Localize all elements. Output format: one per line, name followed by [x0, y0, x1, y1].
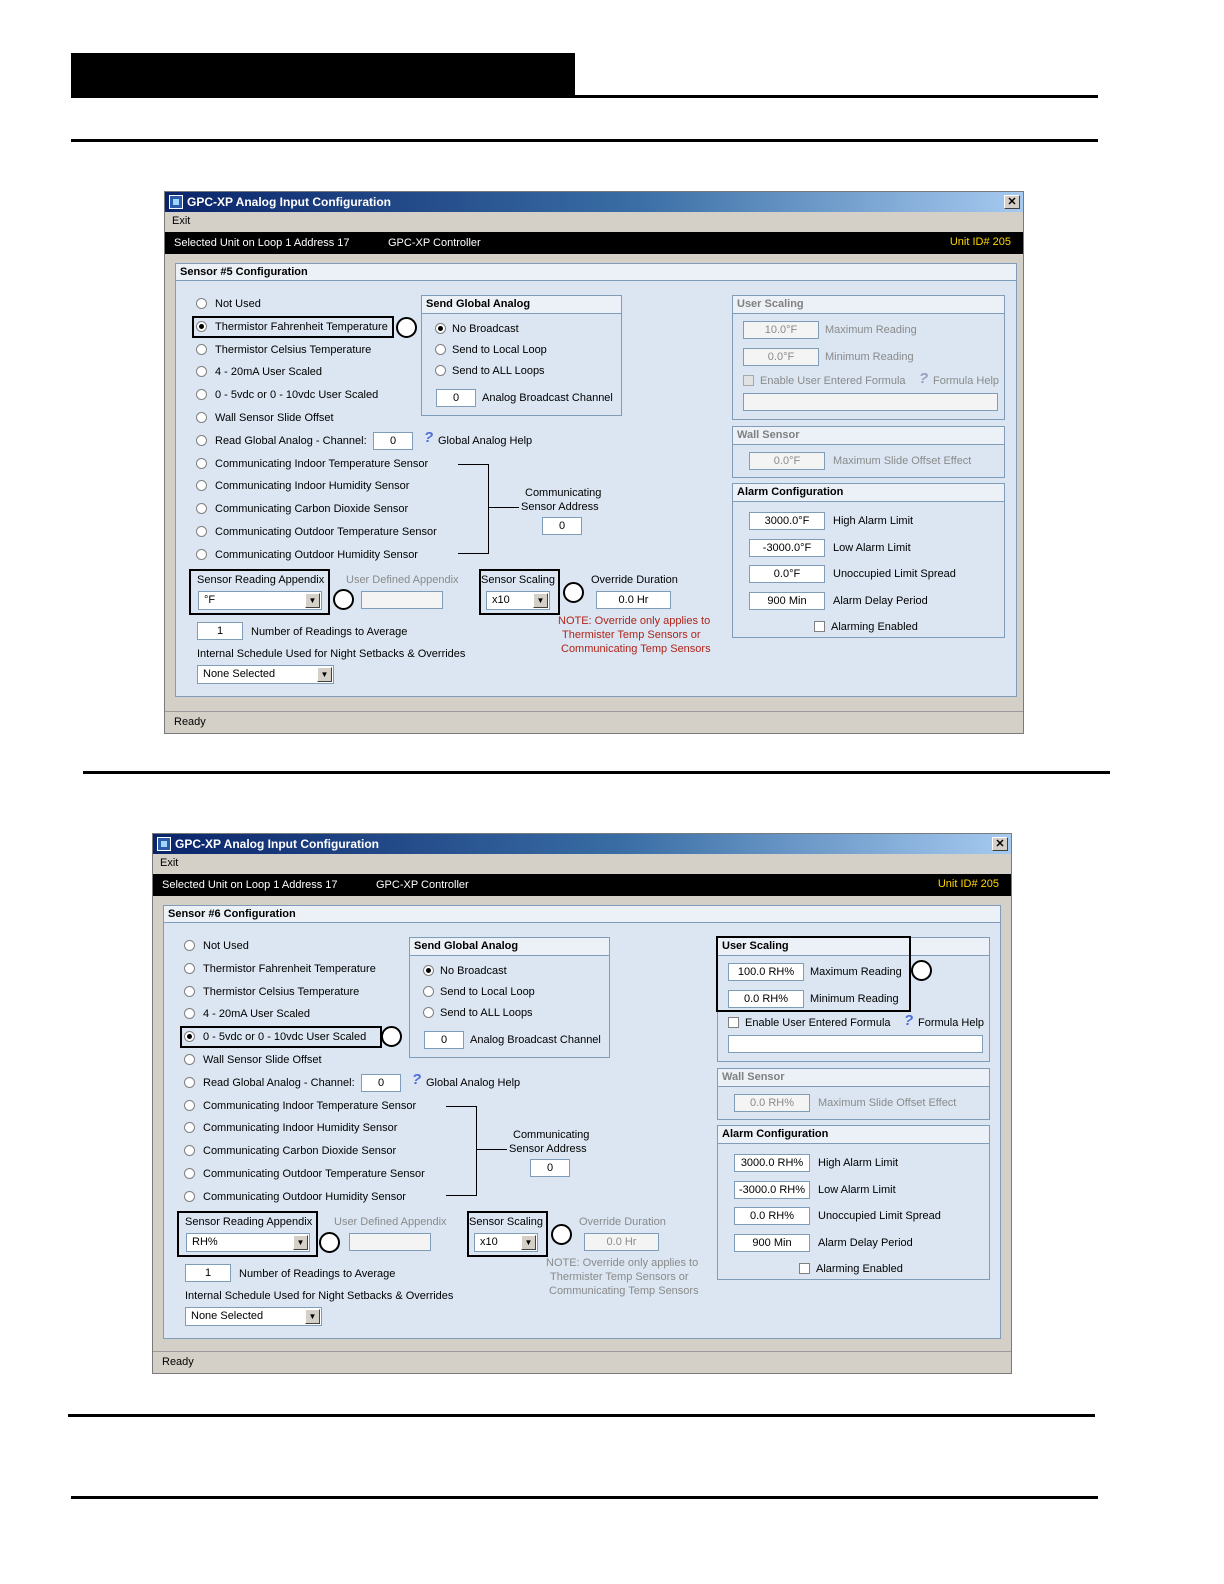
override-label: Override Duration — [579, 1216, 666, 1228]
low-alarm-input[interactable]: -3000.0 RH% — [734, 1181, 810, 1199]
sensor-type-radio[interactable] — [196, 435, 207, 446]
sensor-type-label: Read Global Analog - Channel: — [215, 435, 367, 447]
alarming-enabled-checkbox[interactable] — [799, 1263, 810, 1274]
unit-info-bar — [153, 874, 1011, 896]
low-alarm-label: Low Alarm Limit — [818, 1184, 896, 1196]
divider-rule — [71, 139, 1098, 142]
max-reading-input[interactable]: 100.0 RH% — [728, 963, 804, 981]
alarm-config-title: Alarm Configuration — [718, 1126, 989, 1144]
callout-marker — [911, 960, 932, 981]
sensor-type-label: Communicating Indoor Temperature Sensor — [215, 458, 429, 470]
help-icon[interactable]: ? — [919, 370, 929, 387]
user-appendix-label: User Defined Appendix — [334, 1216, 447, 1228]
sensor-type-radio[interactable] — [196, 458, 207, 469]
broadcast-channel-input[interactable]: 0 — [436, 389, 476, 407]
status-bar — [153, 1351, 1011, 1373]
sensor-type-label: Communicating Indoor Humidity Sensor — [203, 1122, 398, 1134]
callout-marker — [563, 582, 584, 603]
formula-help-link[interactable]: Formula Help — [933, 375, 1000, 387]
send-global-title: Send Global Analog — [410, 938, 609, 956]
callout-marker — [381, 1026, 402, 1047]
alarm-delay-label: Alarm Delay Period — [833, 595, 928, 607]
sensor-type-label: Communicating Outdoor Humidity Sensor — [203, 1191, 406, 1203]
scaling-label: Sensor Scaling — [481, 574, 555, 586]
title-bar — [165, 192, 1023, 212]
sensor-type-label: 4 - 20mA User Scaled — [203, 1008, 310, 1020]
broadcast-channel-input[interactable]: 0 — [424, 1031, 464, 1049]
broadcast-channel-label: Analog Broadcast Channel — [482, 392, 613, 404]
menu-bar — [153, 854, 1011, 874]
schedule-select[interactable] — [185, 1307, 322, 1326]
highlight-box — [716, 936, 911, 1012]
schedule-label: Internal Schedule Used for Night Setbacks & Overrides — [197, 648, 466, 660]
sensor-type-radio[interactable] — [196, 549, 207, 560]
callout-marker — [333, 589, 354, 610]
sensor-type-radio[interactable] — [196, 344, 207, 355]
max-reading-label: Maximum Reading — [810, 966, 902, 978]
slide-offset-label: Maximum Slide Offset Effect — [833, 455, 972, 467]
title-bar — [153, 834, 1011, 854]
override-input[interactable]: 0.0 Hr — [584, 1233, 659, 1251]
close-icon[interactable]: ✕ — [1004, 195, 1020, 209]
section-title: Sensor #6 Configuration — [164, 906, 1000, 923]
formula-input[interactable] — [743, 393, 998, 411]
sensor-type-radio[interactable] — [184, 1168, 195, 1179]
send-global-group — [409, 937, 610, 1058]
alarming-enabled-checkbox[interactable] — [814, 621, 825, 632]
slide-offset-input[interactable]: 0.0°F — [749, 452, 825, 470]
sensor-type-label: Communicating Outdoor Humidity Sensor — [215, 549, 418, 561]
wall-sensor-title: Wall Sensor — [718, 1069, 989, 1087]
override-label: Override Duration — [591, 574, 678, 586]
bracket-connector — [489, 507, 519, 508]
sensor-type-label: Communicating Carbon Dioxide Sensor — [203, 1145, 397, 1157]
slide-offset-label: Maximum Slide Offset Effect — [818, 1097, 957, 1109]
global-analog-help-link[interactable]: Global Analog Help — [426, 1077, 521, 1089]
sensor-type-label: 4 - 20mA User Scaled — [215, 366, 322, 378]
sensor-type-radio[interactable] — [184, 1100, 195, 1111]
sensor-type-label: 0 - 5vdc or 0 - 10vdc User Scaled — [215, 389, 379, 401]
unit-id-label: Unit ID# 205 — [949, 236, 1011, 248]
wall-sensor-group — [732, 426, 1005, 478]
min-reading-input[interactable]: 0.0°F — [743, 348, 819, 366]
broadcast-radio[interactable] — [435, 365, 446, 376]
schedule-label: Internal Schedule Used for Night Setbacks & Overrides — [185, 1290, 454, 1302]
alarm-delay-input[interactable]: 900 Min — [734, 1234, 810, 1252]
comm-sensor-bracket — [446, 1106, 477, 1196]
scaling-value: x10 — [492, 594, 510, 606]
formula-checkbox[interactable] — [743, 375, 754, 386]
sensor-type-radio[interactable] — [184, 940, 195, 951]
readings-avg-input[interactable]: 1 — [185, 1264, 231, 1282]
sensor-type-label: Wall Sensor Slide Offset — [215, 412, 334, 424]
slide-offset-input[interactable]: 0.0 RH% — [734, 1094, 810, 1112]
alarm-delay-label: Alarm Delay Period — [818, 1237, 913, 1249]
chevron-down-icon[interactable]: ▼ — [293, 1235, 308, 1250]
controller-label: GPC-XP Controller — [376, 879, 469, 891]
broadcast-label: Send to ALL Loops — [440, 1007, 533, 1019]
sensor-type-radio[interactable] — [196, 298, 207, 309]
selected-unit-label: Selected Unit on Loop 1 Address 17 — [174, 237, 350, 249]
formula-checkbox[interactable] — [728, 1017, 739, 1028]
window-title: GPC-XP Analog Input Configuration — [175, 837, 379, 851]
config-window — [164, 191, 1024, 734]
sensor-type-radio[interactable] — [184, 1054, 195, 1065]
comm-address-label: Communicating — [513, 1129, 590, 1141]
unoccupied-spread-label: Unoccupied Limit Spread — [818, 1210, 941, 1222]
selected-unit-label: Selected Unit on Loop 1 Address 17 — [162, 879, 338, 891]
send-global-group — [421, 295, 622, 416]
alarm-config-group — [717, 1125, 990, 1280]
divider-rule — [68, 1414, 1095, 1417]
bracket-connector — [477, 1149, 507, 1150]
user-appendix-input[interactable] — [361, 591, 443, 609]
formula-input[interactable] — [728, 1035, 983, 1053]
override-note: Communicating Temp Sensors — [549, 1285, 699, 1297]
appendix-value: °F — [204, 594, 216, 606]
divider-rule — [83, 771, 1110, 774]
alarm-delay-input[interactable]: 900 Min — [749, 592, 825, 610]
app-icon — [169, 195, 183, 209]
readings-avg-label: Number of Readings to Average — [239, 1268, 396, 1280]
callout-marker — [396, 317, 417, 338]
max-reading-label: Maximum Reading — [825, 324, 917, 336]
chevron-down-icon[interactable]: ▼ — [521, 1235, 536, 1250]
help-icon[interactable]: ? — [412, 1071, 422, 1088]
menu-exit[interactable]: Exit — [160, 857, 179, 869]
chevron-down-icon[interactable]: ▼ — [305, 1309, 320, 1324]
sensor-type-radio[interactable] — [184, 1077, 195, 1088]
comm-address-input[interactable]: 0 — [542, 517, 582, 535]
broadcast-radio[interactable] — [423, 965, 434, 976]
highlight-box — [180, 1026, 382, 1048]
sensor-type-radio[interactable] — [184, 1145, 195, 1156]
sensor-type-radio[interactable] — [184, 1191, 195, 1202]
override-note: NOTE: Override only applies to — [558, 615, 711, 627]
sensor-type-label: Communicating Outdoor Temperature Sensor — [203, 1168, 425, 1180]
override-note: NOTE: Override only applies to — [546, 1257, 699, 1269]
sensor-type-label: Thermistor Celsius Temperature — [215, 344, 372, 356]
high-alarm-input[interactable]: 3000.0°F — [749, 512, 825, 530]
comm-sensor-bracket — [458, 464, 489, 554]
unoccupied-spread-label: Unoccupied Limit Spread — [833, 568, 956, 580]
min-reading-label: Minimum Reading — [810, 993, 899, 1005]
global-channel-input[interactable]: 0 — [373, 432, 413, 450]
appendix-label: Sensor Reading Appendix — [185, 1216, 313, 1228]
status-bar — [165, 711, 1023, 733]
sensor-type-radio[interactable] — [196, 389, 207, 400]
chevron-down-icon[interactable]: ▼ — [305, 593, 320, 608]
highlight-box — [192, 316, 394, 338]
sensor-type-label: Thermistor Fahrenheit Temperature — [203, 963, 376, 975]
menu-bar — [165, 212, 1023, 232]
status-text: Ready — [174, 716, 206, 728]
global-analog-help-link[interactable]: Global Analog Help — [438, 435, 533, 447]
unoccupied-spread-input[interactable]: 0.0°F — [749, 565, 825, 583]
broadcast-radio[interactable] — [435, 344, 446, 355]
alarm-config-title: Alarm Configuration — [733, 484, 1004, 502]
sensor-type-radio[interactable] — [196, 526, 207, 537]
formula-help-link[interactable]: Formula Help — [918, 1017, 985, 1029]
low-alarm-label: Low Alarm Limit — [833, 542, 911, 554]
callout-marker — [551, 1224, 572, 1245]
schedule-value: None Selected — [203, 668, 276, 680]
sensor-type-label: Read Global Analog - Channel: — [203, 1077, 355, 1089]
sensor-type-label: Thermistor Fahrenheit Temperature — [215, 321, 388, 333]
sensor-type-label: Wall Sensor Slide Offset — [203, 1054, 322, 1066]
comm-address-label: Sensor Address — [521, 501, 599, 513]
readings-avg-input[interactable]: 1 — [197, 622, 243, 640]
chevron-down-icon[interactable]: ▼ — [317, 667, 332, 682]
sensor-type-label: Not Used — [203, 940, 249, 952]
send-global-title: Send Global Analog — [422, 296, 621, 314]
sensor-type-label: Communicating Indoor Temperature Sensor — [203, 1100, 417, 1112]
sensor-type-label: Not Used — [215, 298, 261, 310]
wall-sensor-group — [717, 1068, 990, 1120]
section-title: Sensor #5 Configuration — [176, 264, 1016, 281]
sensor-type-radio[interactable] — [184, 986, 195, 997]
app-icon — [157, 837, 171, 851]
page-header-bar — [71, 53, 575, 98]
low-alarm-input[interactable]: -3000.0°F — [749, 539, 825, 557]
status-text: Ready — [162, 1356, 194, 1368]
highlight-box — [189, 569, 330, 615]
override-note: Communicating Temp Sensors — [561, 643, 711, 655]
alarm-config-group — [732, 483, 1005, 638]
highlight-box — [467, 1211, 548, 1257]
chevron-down-icon[interactable]: ▼ — [533, 593, 548, 608]
window-title: GPC-XP Analog Input Configuration — [187, 195, 391, 209]
sensor-type-label: Communicating Outdoor Temperature Sensor — [215, 526, 437, 538]
broadcast-label: Send to ALL Loops — [452, 365, 545, 377]
scaling-label: Sensor Scaling — [469, 1216, 543, 1228]
override-input[interactable]: 0.0 Hr — [596, 591, 671, 609]
user-scaling-title: User Scaling — [718, 938, 989, 956]
appendix-label: Sensor Reading Appendix — [197, 574, 325, 586]
sensor-type-radio[interactable] — [196, 366, 207, 377]
sensor-type-label: 0 - 5vdc or 0 - 10vdc User Scaled — [203, 1031, 367, 1043]
schedule-select[interactable] — [197, 665, 334, 684]
min-reading-input[interactable]: 0.0 RH% — [728, 990, 804, 1008]
formula-label: Enable User Entered Formula — [760, 375, 906, 387]
sensor-type-radio[interactable] — [196, 503, 207, 514]
sensor-type-label: Communicating Carbon Dioxide Sensor — [215, 503, 409, 515]
override-note: Thermister Temp Sensors or — [562, 629, 701, 641]
config-window — [152, 833, 1012, 1374]
broadcast-radio[interactable] — [423, 986, 434, 997]
callout-marker — [319, 1232, 340, 1253]
comm-address-label: Communicating — [525, 487, 602, 499]
sensor-config-panel — [163, 905, 1001, 1339]
highlight-box — [479, 569, 560, 615]
wall-sensor-title: Wall Sensor — [733, 427, 1004, 445]
close-icon[interactable]: ✕ — [992, 837, 1008, 851]
unit-info-bar — [165, 232, 1023, 254]
header-rule — [575, 95, 1098, 98]
sensor-type-radio[interactable] — [184, 963, 195, 974]
max-reading-input[interactable]: 10.0°F — [743, 321, 819, 339]
controller-label: GPC-XP Controller — [388, 237, 481, 249]
user-scaling-group — [732, 295, 1005, 420]
help-icon[interactable]: ? — [904, 1012, 914, 1029]
broadcast-label: No Broadcast — [452, 323, 519, 335]
menu-exit[interactable]: Exit — [172, 215, 191, 227]
highlight-box — [177, 1211, 318, 1257]
high-alarm-input[interactable]: 3000.0 RH% — [734, 1154, 810, 1172]
unit-id-label: Unit ID# 205 — [937, 878, 999, 890]
unoccupied-spread-input[interactable]: 0.0 RH% — [734, 1207, 810, 1225]
sensor-type-label: Thermistor Celsius Temperature — [203, 986, 360, 998]
broadcast-channel-label: Analog Broadcast Channel — [470, 1034, 601, 1046]
footer-rule — [71, 1496, 1098, 1499]
appendix-value: RH% — [192, 1236, 218, 1248]
comm-address-label: Sensor Address — [509, 1143, 587, 1155]
alarming-enabled-label: Alarming Enabled — [831, 621, 918, 633]
global-channel-input[interactable]: 0 — [361, 1074, 401, 1092]
broadcast-radio[interactable] — [435, 323, 446, 334]
sensor-type-radio[interactable] — [196, 480, 207, 491]
comm-address-input[interactable]: 0 — [530, 1159, 570, 1177]
readings-avg-label: Number of Readings to Average — [251, 626, 408, 638]
sensor-type-radio[interactable] — [184, 1008, 195, 1019]
alarming-enabled-label: Alarming Enabled — [816, 1263, 903, 1275]
help-icon[interactable]: ? — [424, 429, 434, 446]
user-scaling-title: User Scaling — [733, 296, 1004, 314]
scaling-value: x10 — [480, 1236, 498, 1248]
user-appendix-input[interactable] — [349, 1233, 431, 1251]
broadcast-radio[interactable] — [423, 1007, 434, 1018]
high-alarm-label: High Alarm Limit — [818, 1157, 899, 1169]
user-appendix-label: User Defined Appendix — [346, 574, 459, 586]
high-alarm-label: High Alarm Limit — [833, 515, 914, 527]
broadcast-label: Send to Local Loop — [440, 986, 535, 998]
schedule-value: None Selected — [191, 1310, 264, 1322]
sensor-type-radio[interactable] — [184, 1122, 195, 1133]
override-note: Thermister Temp Sensors or — [550, 1271, 689, 1283]
broadcast-label: Send to Local Loop — [452, 344, 547, 356]
min-reading-label: Minimum Reading — [825, 351, 914, 363]
sensor-config-panel — [175, 263, 1017, 697]
formula-label: Enable User Entered Formula — [745, 1017, 891, 1029]
broadcast-label: No Broadcast — [440, 965, 507, 977]
sensor-type-radio[interactable] — [196, 412, 207, 423]
sensor-type-label: Communicating Indoor Humidity Sensor — [215, 480, 410, 492]
